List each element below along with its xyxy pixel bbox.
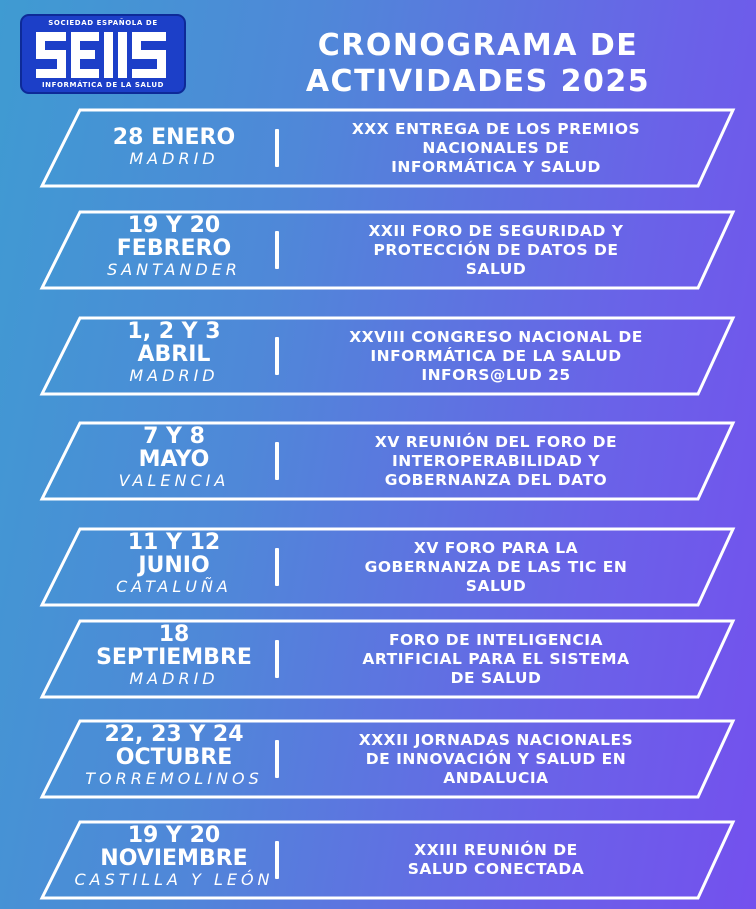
event-title-line: GOBERNANZA DEL DATO — [384, 470, 608, 489]
event-city: CASTILLA Y LEÓN — [74, 870, 274, 889]
event-title-line: INFORS@LUD 25 — [421, 365, 571, 384]
date-line: 7 Y 8 — [143, 424, 205, 449]
event-title-line: SALUD — [465, 259, 527, 278]
title-line-1: CRONOGRAMA DE — [317, 28, 639, 63]
event-title — [288, 222, 704, 279]
event-city: CATALUÑA — [116, 577, 232, 596]
date-line: MAYO — [138, 447, 210, 472]
event-title — [288, 631, 704, 688]
date-line: 22, 23 Y 24 — [104, 722, 244, 747]
event-date — [58, 425, 290, 491]
separator — [275, 548, 279, 586]
event-title-line: ANDALUCIA — [443, 768, 549, 787]
schedule-item — [0, 820, 756, 900]
event-title-line: DE INNOVACIÓN Y SALUD EN — [365, 749, 627, 768]
event-title-line: ARTIFICIAL PARA EL SISTEMA — [362, 649, 630, 668]
event-city: MADRID — [129, 669, 219, 688]
event-title-line: INFORMÁTICA DE LA SALUD — [370, 346, 622, 365]
schedule-item — [0, 719, 756, 799]
event-title — [288, 328, 704, 385]
event-title-line: XXXII JORNADAS NACIONALES — [358, 730, 634, 749]
event-title-line: XXII FORO DE SEGURIDAD Y — [368, 221, 624, 240]
date-line: 19 Y 20 — [127, 213, 221, 238]
event-title-line: FORO DE INTELIGENCIA — [388, 630, 604, 649]
schedule-item — [0, 108, 756, 188]
date-line: 11 Y 12 — [127, 530, 221, 555]
separator — [275, 442, 279, 480]
event-date — [58, 320, 290, 386]
event-title-line: INFORMÁTICA Y SALUD — [391, 157, 601, 176]
date-line: OCTUBRE — [115, 745, 233, 770]
event-city: MADRID — [129, 149, 219, 168]
separator — [275, 337, 279, 375]
event-title-line: SALUD CONECTADA — [407, 860, 585, 878]
event-title — [288, 433, 704, 490]
date-line: ABRIL — [137, 342, 211, 367]
date-line: JUNIO — [138, 553, 210, 578]
event-title — [288, 731, 704, 788]
date-line: 18 — [158, 622, 190, 647]
event-date — [58, 723, 290, 789]
event-city: VALENCIA — [118, 471, 230, 490]
logo-bottom-text: INFORMÁTICA DE LA SALUD — [41, 81, 165, 89]
logo-top-text: SOCIEDAD ESPAÑOLA DE — [48, 19, 158, 27]
event-title — [288, 841, 704, 879]
event-title — [288, 539, 704, 596]
separator — [275, 640, 279, 678]
schedule-item — [0, 210, 756, 290]
title-line-2: ACTIVIDADES 2025 — [305, 64, 651, 99]
date-line: 28 ENERO — [112, 125, 236, 150]
date-line: FEBRERO — [116, 236, 232, 261]
event-city: MADRID — [129, 366, 219, 385]
event-date — [58, 126, 290, 169]
event-date — [58, 214, 290, 280]
event-title-line: GOBERNANZA DE LAS TIC EN — [364, 557, 628, 576]
event-title-line: PROTECCIÓN DE DATOS DE — [373, 240, 619, 259]
date-line: SEPTIEMBRE — [96, 645, 252, 670]
date-line: 19 Y 20 — [127, 823, 221, 848]
event-title-line: NACIONALES DE — [422, 138, 570, 157]
event-title-line: XXIII REUNIÓN DE — [414, 841, 578, 859]
event-date — [58, 824, 290, 890]
page-title — [268, 28, 688, 100]
event-title-line: XV FORO PARA LA — [413, 538, 579, 557]
separator — [275, 740, 279, 778]
separator — [275, 231, 279, 269]
separator — [275, 841, 279, 879]
event-title — [288, 120, 704, 177]
event-title-line: XXX ENTREGA DE LOS PREMIOS — [351, 119, 641, 138]
event-title-line: SALUD — [465, 576, 527, 595]
schedule-item — [0, 619, 756, 699]
event-date — [58, 531, 290, 597]
event-title-line: DE SALUD — [450, 668, 542, 687]
event-city: TORREMOLINOS — [85, 769, 263, 788]
schedule-item — [0, 527, 756, 607]
seis-logo — [20, 14, 186, 94]
date-line: 1, 2 Y 3 — [127, 319, 221, 344]
separator — [275, 129, 279, 167]
event-title-line: XV REUNIÓN DEL FORO DE — [374, 432, 618, 451]
event-title-line: INTEROPERABILIDAD Y — [392, 451, 600, 470]
schedule-item — [0, 316, 756, 396]
date-line: NOVIEMBRE — [100, 846, 248, 871]
event-title-line: XXVIII CONGRESO NACIONAL DE — [349, 327, 643, 346]
event-city: SANTANDER — [107, 260, 241, 279]
schedule-item — [0, 421, 756, 501]
event-date — [58, 623, 290, 689]
seis-logo-mark — [34, 30, 174, 80]
